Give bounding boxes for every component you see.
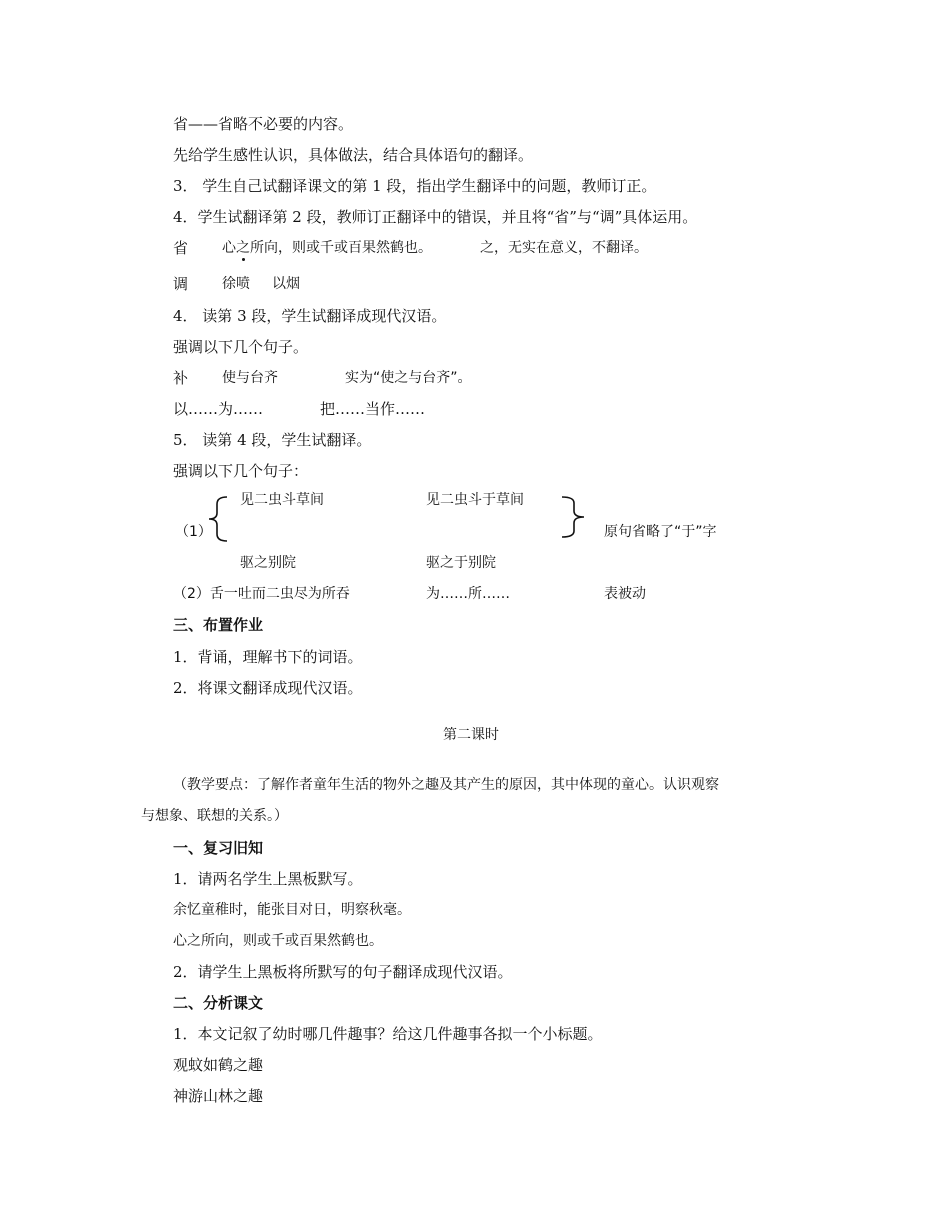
reorder-example-b: 以烟	[272, 276, 300, 292]
text-line: 4． 读第 3 段，学生试翻译成现代汉语。	[173, 307, 447, 325]
key-points-line-1: （教学要点：了解作者童年生活的物外之趣及其产生的原因，其中体现的童心。认识观察	[173, 777, 719, 793]
text-line: 省——省略不必要的内容。	[173, 115, 354, 133]
supplement-example: 使与台齐	[222, 370, 278, 386]
pattern-translation: 把……当作……	[320, 400, 426, 418]
pattern-original: 以……为……	[173, 400, 264, 418]
example-sentence-2: （2）舌一吐而二虫尽为所吞	[173, 586, 350, 602]
list-item: 1．本文记叙了幼时哪几件趣事？给这几件趣事各拟一个小标题。	[173, 1025, 603, 1043]
example-full-2: 驱之于别院	[426, 555, 496, 571]
emphasis-dot-char: 之	[236, 240, 250, 256]
subtitle-item: 观蚊如鹤之趣	[173, 1056, 264, 1074]
list-item: 2．将课文翻译成现代汉语。	[173, 679, 363, 697]
text-line: 3． 学生自己试翻译课文的第 1 段，指出学生翻译中的问题，教师订正。	[173, 177, 657, 195]
section-heading-homework: 三、布置作业	[173, 616, 264, 634]
section-heading-analysis: 二、分析课文	[173, 994, 264, 1012]
reorder-label: 调	[173, 275, 189, 293]
text-line: 4．学生试翻译第 2 段，教师订正翻译中的错误，并且将“省”与“调”具体运用。	[173, 208, 698, 226]
supplement-label: 补	[173, 369, 189, 387]
list-item: 1．请两名学生上黑板默写。	[173, 870, 363, 888]
example-original-1: 见二虫斗草间	[240, 492, 324, 508]
supplement-note: 实为“使之与台齐”。	[345, 370, 472, 386]
text-line: 强调以下几个句子。	[173, 338, 309, 356]
key-points-line-2: 与想象、联想的关系。）	[141, 808, 288, 824]
example-number-1: （1）	[175, 524, 212, 540]
example-note-1: 原句省略了“于”字	[604, 524, 717, 540]
subtitle-item: 神游山林之趣	[173, 1087, 264, 1105]
lesson-title: 第二课时	[443, 727, 499, 743]
example-note-2: 表被动	[604, 586, 646, 602]
list-item: 2．请学生上黑板将所默写的句子翻译成现代汉语。	[173, 963, 513, 981]
reorder-example-a: 徐喷	[222, 276, 250, 292]
list-item: 1．背诵，理解书下的词语。	[173, 648, 363, 666]
dictation-sentence: 心之所向，则或千或百果然鹤也。	[173, 933, 383, 949]
dictation-sentence: 余忆童稚时，能张目对日，明察秋毫。	[173, 902, 411, 918]
text-line: 先给学生感性认识，具体做法，结合具体语句的翻译。	[173, 146, 534, 164]
omit-note: 之，无实在意义，不翻译。	[480, 240, 648, 256]
section-heading-review: 一、复习旧知	[173, 839, 264, 857]
omit-label: 省	[173, 239, 189, 257]
omit-example-sentence: 心之所向，则或千或百果然鹤也。	[222, 240, 432, 256]
example-original-2: 驱之别院	[240, 555, 296, 571]
right-brace	[560, 496, 586, 538]
example-pattern-2: 为……所……	[426, 586, 510, 602]
text-line: 5． 读第 4 段，学生试翻译。	[173, 431, 372, 449]
example-full-1: 见二虫斗于草间	[426, 492, 524, 508]
text-line: 强调以下几个句子：	[173, 462, 309, 480]
